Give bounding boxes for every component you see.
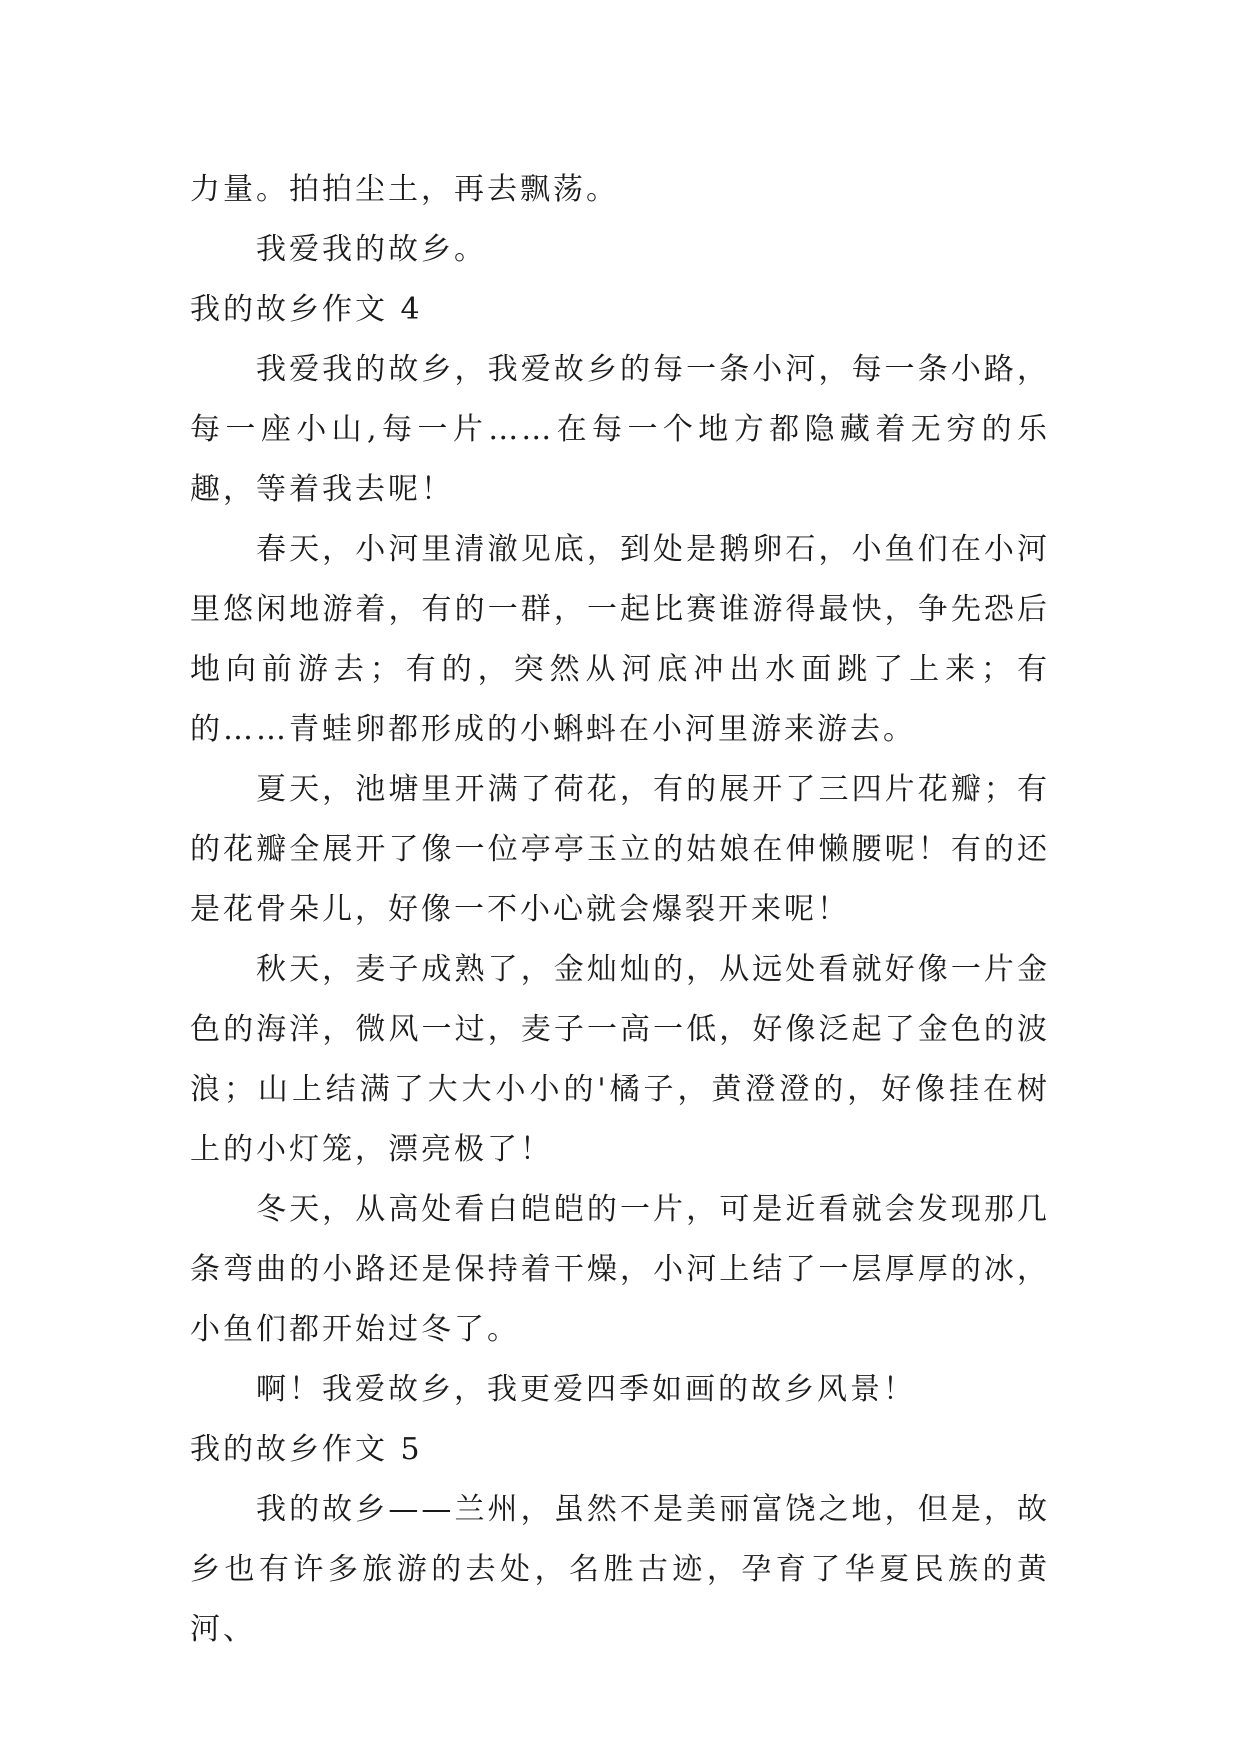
paragraph: 我爱我的故乡。 <box>256 232 487 267</box>
paragraph: 春天，小河里清澈见底，到处是鹅卵石，小鱼们在小河里悠闲地游着，有的一群，一起比赛谁游得最快，争先恐后地向前游去；有的，突然从河底冲出水面跳了上来；有的……青蛙卵都形成的小蝌蚪在小河里游来游去。 <box>190 532 1050 747</box>
section-heading: 我的故乡作文 5 <box>190 1432 423 1467</box>
section-heading: 我的故乡作文 4 <box>190 292 423 327</box>
paragraph: 夏天，池塘里开满了荷花，有的展开了三四片花瓣；有的花瓣全展开了像一位亭亭玉立的姑娘在伸懒腰呢！有的还是花骨朵儿，好像一不小心就会爆裂开来呢！ <box>190 772 1050 927</box>
paragraph: 我的故乡——兰州，虽然不是美丽富饶之地，但是，故乡也有许多旅游的去处，名胜古迹，孕育了华夏民族的黄河、 <box>190 1492 1050 1647</box>
paragraph: 冬天，从高处看白皑皑的一片，可是近看就会发现那几条弯曲的小路还是保持着干燥，小河上结了一层厚厚的冰，小鱼们都开始过冬了。 <box>190 1192 1050 1347</box>
document-body <box>190 160 1050 1660</box>
paragraph: 啊！我爱故乡，我更爱四季如画的故乡风景！ <box>256 1372 916 1407</box>
paragraph: 秋天，麦子成熟了，金灿灿的，从远处看就好像一片金色的海洋，微风一过，麦子一高一低，好像泛起了金色的波浪；山上结满了大大小小的'橘子，黄澄澄的，好像挂在树上的小灯笼，漂亮极了！ <box>190 952 1050 1167</box>
paragraph: 我爱我的故乡，我爱故乡的每一条小河，每一条小路，每一座小山,每一片……在每一个地方都隐藏着无穷的乐趣，等着我去呢！ <box>190 352 1050 507</box>
paragraph: 力量。拍拍尘土，再去飘荡。 <box>190 172 619 207</box>
